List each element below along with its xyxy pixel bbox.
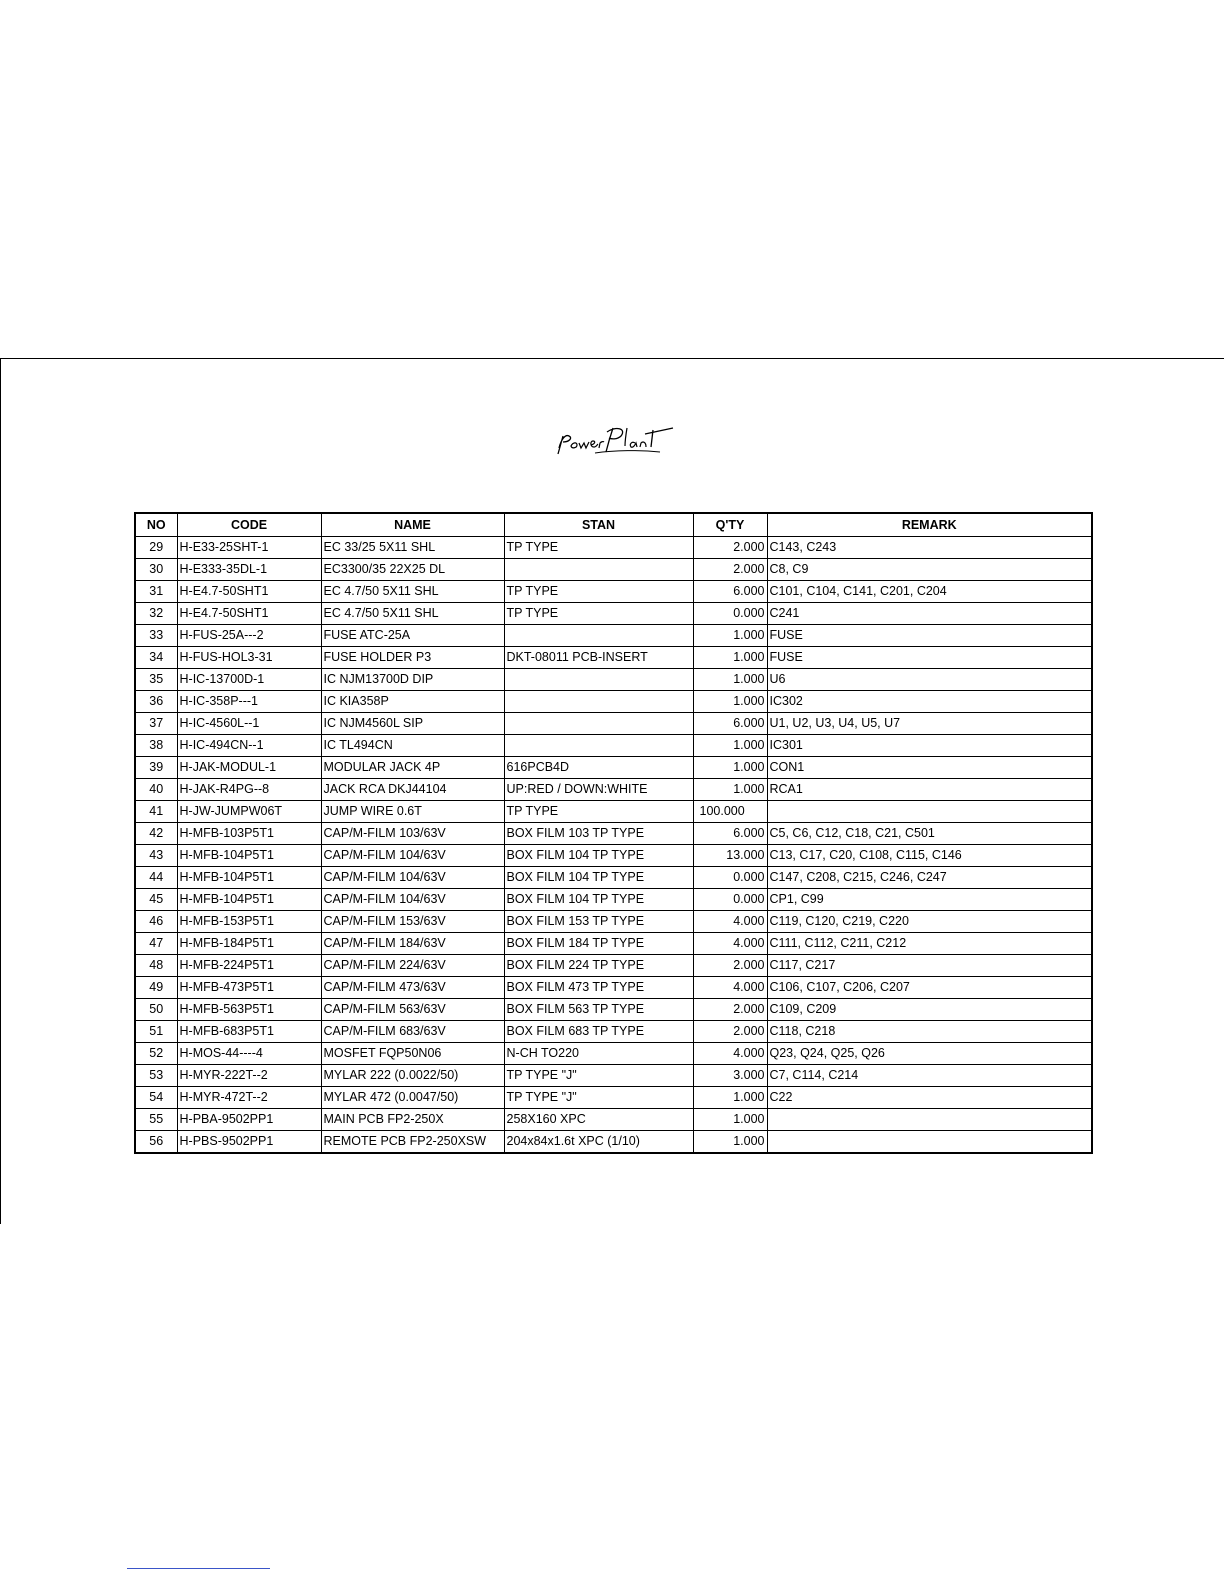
cell-code: H-FUS-HOL3-31 [177, 647, 321, 669]
cell-stan [504, 735, 693, 757]
table-row [135, 845, 1092, 867]
table-row [135, 537, 1092, 559]
cell-code: H-MFB-103P5T1 [177, 823, 321, 845]
table-header-row [135, 513, 1092, 537]
cell-remark [767, 1109, 1092, 1131]
cell-qty: 1.000 [693, 1109, 767, 1131]
cell-qty: 4.000 [693, 933, 767, 955]
cell-stan: BOX FILM 683 TP TYPE [504, 1021, 693, 1043]
cell-code: H-E4.7-50SHT1 [177, 603, 321, 625]
cell-remark: U1, U2, U3, U4, U5, U7 [767, 713, 1092, 735]
cell-name: EC 4.7/50 5X11 SHL [321, 581, 504, 603]
cell-remark: U6 [767, 669, 1092, 691]
cell-remark: IC301 [767, 735, 1092, 757]
cell-stan: TP TYPE [504, 581, 693, 603]
cell-remark: C111, C112, C211, C212 [767, 933, 1092, 955]
cell-qty: 1.000 [693, 1131, 767, 1154]
header-remark: REMARK [767, 513, 1092, 537]
table-row [135, 911, 1092, 933]
cell-qty: 4.000 [693, 911, 767, 933]
cell-code: H-PBA-9502PP1 [177, 1109, 321, 1131]
cell-no: 44 [135, 867, 177, 889]
cell-stan [504, 669, 693, 691]
cell-stan: TP TYPE [504, 801, 693, 823]
cell-qty: 0.000 [693, 867, 767, 889]
cell-code: H-MFB-104P5T1 [177, 867, 321, 889]
bottom-rule [127, 1568, 270, 1569]
cell-no: 40 [135, 779, 177, 801]
cell-code: H-E333-35DL-1 [177, 559, 321, 581]
cell-qty: 0.000 [693, 603, 767, 625]
cell-name: REMOTE PCB FP2-250XSW [321, 1131, 504, 1154]
cell-stan [504, 625, 693, 647]
table-row [135, 999, 1092, 1021]
cell-name: IC KIA358P [321, 691, 504, 713]
cell-code: H-PBS-9502PP1 [177, 1131, 321, 1154]
cell-name: EC 33/25 5X11 SHL [321, 537, 504, 559]
cell-code: H-IC-13700D-1 [177, 669, 321, 691]
cell-stan: TP TYPE "J" [504, 1087, 693, 1109]
cell-remark: Q23, Q24, Q25, Q26 [767, 1043, 1092, 1065]
cell-code: H-MFB-683P5T1 [177, 1021, 321, 1043]
cell-no: 30 [135, 559, 177, 581]
cell-qty: 1.000 [693, 625, 767, 647]
cell-qty: 1.000 [693, 669, 767, 691]
cell-no: 38 [135, 735, 177, 757]
cell-qty: 2.000 [693, 1021, 767, 1043]
cell-qty: 4.000 [693, 977, 767, 999]
cell-remark: C5, C6, C12, C18, C21, C501 [767, 823, 1092, 845]
table-row [135, 603, 1092, 625]
cell-no: 45 [135, 889, 177, 911]
table-row [135, 1131, 1092, 1154]
cell-no: 32 [135, 603, 177, 625]
cell-qty: 1.000 [693, 1087, 767, 1109]
table-row [135, 1065, 1092, 1087]
cell-remark: CON1 [767, 757, 1092, 779]
cell-code: H-IC-494CN--1 [177, 735, 321, 757]
cell-name: MOSFET FQP50N06 [321, 1043, 504, 1065]
cell-name: JUMP WIRE 0.6T [321, 801, 504, 823]
table-row [135, 647, 1092, 669]
cell-name: JACK RCA DKJ44104 [321, 779, 504, 801]
cell-qty: 3.000 [693, 1065, 767, 1087]
cell-name: IC NJM4560L SIP [321, 713, 504, 735]
cell-no: 47 [135, 933, 177, 955]
cell-code: H-FUS-25A---2 [177, 625, 321, 647]
cell-qty: 6.000 [693, 581, 767, 603]
cell-name: MODULAR JACK 4P [321, 757, 504, 779]
cell-qty: 6.000 [693, 823, 767, 845]
cell-name: EC 4.7/50 5X11 SHL [321, 603, 504, 625]
cell-qty: 100.000 [693, 801, 767, 823]
cell-no: 46 [135, 911, 177, 933]
cell-no: 50 [135, 999, 177, 1021]
cell-stan: BOX FILM 104 TP TYPE [504, 867, 693, 889]
table-row [135, 669, 1092, 691]
cell-no: 54 [135, 1087, 177, 1109]
table-row [135, 889, 1092, 911]
cell-stan: 204x84x1.6t XPC (1/10) [504, 1131, 693, 1154]
cell-name: CAP/M-FILM 683/63V [321, 1021, 504, 1043]
cell-no: 34 [135, 647, 177, 669]
cell-no: 55 [135, 1109, 177, 1131]
cell-code: H-MYR-222T--2 [177, 1065, 321, 1087]
cell-qty: 13.000 [693, 845, 767, 867]
cell-name: CAP/M-FILM 103/63V [321, 823, 504, 845]
cell-name: CAP/M-FILM 153/63V [321, 911, 504, 933]
cell-no: 41 [135, 801, 177, 823]
cell-no: 49 [135, 977, 177, 999]
cell-remark: C117, C217 [767, 955, 1092, 977]
cell-stan [504, 691, 693, 713]
table-row [135, 823, 1092, 845]
cell-name: CAP/M-FILM 104/63V [321, 867, 504, 889]
cell-no: 29 [135, 537, 177, 559]
cell-stan: DKT-08011 PCB-INSERT [504, 647, 693, 669]
cell-remark: RCA1 [767, 779, 1092, 801]
cell-stan [504, 559, 693, 581]
table-row [135, 867, 1092, 889]
table-row [135, 1021, 1092, 1043]
cell-stan: BOX FILM 563 TP TYPE [504, 999, 693, 1021]
cell-qty: 2.000 [693, 955, 767, 977]
cell-code: H-MFB-473P5T1 [177, 977, 321, 999]
header-qty: Q'TY [693, 513, 767, 537]
cell-name: CAP/M-FILM 473/63V [321, 977, 504, 999]
cell-remark: C118, C218 [767, 1021, 1092, 1043]
bom-table [134, 512, 1093, 1154]
cell-remark: C119, C120, C219, C220 [767, 911, 1092, 933]
header-code: CODE [177, 513, 321, 537]
cell-code: H-MFB-184P5T1 [177, 933, 321, 955]
cell-qty: 1.000 [693, 735, 767, 757]
powerplant-logo [555, 420, 675, 460]
header-stan: STAN [504, 513, 693, 537]
cell-no: 33 [135, 625, 177, 647]
cell-qty: 4.000 [693, 1043, 767, 1065]
cell-remark: FUSE [767, 625, 1092, 647]
cell-remark: C109, C209 [767, 999, 1092, 1021]
cell-code: H-MFB-104P5T1 [177, 889, 321, 911]
cell-remark: C101, C104, C141, C201, C204 [767, 581, 1092, 603]
cell-qty: 1.000 [693, 779, 767, 801]
cell-name: MYLAR 222 (0.0022/50) [321, 1065, 504, 1087]
cell-remark: FUSE [767, 647, 1092, 669]
table-row [135, 713, 1092, 735]
cell-code: H-JAK-R4PG--8 [177, 779, 321, 801]
cell-name: CAP/M-FILM 224/63V [321, 955, 504, 977]
cell-name: CAP/M-FILM 563/63V [321, 999, 504, 1021]
cell-remark: C8, C9 [767, 559, 1092, 581]
cell-name: CAP/M-FILM 184/63V [321, 933, 504, 955]
cell-qty: 0.000 [693, 889, 767, 911]
cell-no: 37 [135, 713, 177, 735]
cell-name: FUSE ATC-25A [321, 625, 504, 647]
cell-qty: 2.000 [693, 999, 767, 1021]
cell-qty: 1.000 [693, 647, 767, 669]
cell-code: H-MYR-472T--2 [177, 1087, 321, 1109]
cell-no: 35 [135, 669, 177, 691]
cell-name: IC NJM13700D DIP [321, 669, 504, 691]
header-no: NO [135, 513, 177, 537]
cell-no: 53 [135, 1065, 177, 1087]
cell-name: CAP/M-FILM 104/63V [321, 845, 504, 867]
cell-stan: TP TYPE [504, 537, 693, 559]
cell-code: H-MFB-153P5T1 [177, 911, 321, 933]
cell-remark: C241 [767, 603, 1092, 625]
table-row [135, 1109, 1092, 1131]
cell-qty: 2.000 [693, 537, 767, 559]
cell-no: 51 [135, 1021, 177, 1043]
cell-stan: BOX FILM 104 TP TYPE [504, 845, 693, 867]
cell-qty: 1.000 [693, 757, 767, 779]
cell-qty: 6.000 [693, 713, 767, 735]
cell-code: H-MFB-563P5T1 [177, 999, 321, 1021]
cell-stan: BOX FILM 153 TP TYPE [504, 911, 693, 933]
cell-no: 52 [135, 1043, 177, 1065]
cell-qty: 2.000 [693, 559, 767, 581]
cell-stan: BOX FILM 184 TP TYPE [504, 933, 693, 955]
table-row [135, 1043, 1092, 1065]
cell-name: CAP/M-FILM 104/63V [321, 889, 504, 911]
table-row [135, 757, 1092, 779]
cell-name: FUSE HOLDER P3 [321, 647, 504, 669]
cell-remark: C22 [767, 1087, 1092, 1109]
cell-stan: N-CH TO220 [504, 1043, 693, 1065]
cell-qty: 1.000 [693, 691, 767, 713]
table-row [135, 977, 1092, 999]
cell-remark: C13, C17, C20, C108, C115, C146 [767, 845, 1092, 867]
cell-name: IC TL494CN [321, 735, 504, 757]
cell-no: 56 [135, 1131, 177, 1154]
cell-stan: TP TYPE [504, 603, 693, 625]
cell-name: MYLAR 472 (0.0047/50) [321, 1087, 504, 1109]
cell-stan: BOX FILM 473 TP TYPE [504, 977, 693, 999]
table-row [135, 933, 1092, 955]
cell-code: H-IC-4560L--1 [177, 713, 321, 735]
table-body [135, 537, 1092, 1154]
cell-code: H-IC-358P---1 [177, 691, 321, 713]
table-row [135, 559, 1092, 581]
cell-remark: C7, C114, C214 [767, 1065, 1092, 1087]
cell-remark [767, 1131, 1092, 1154]
cell-no: 31 [135, 581, 177, 603]
logo-signature-icon [555, 420, 675, 460]
header-name: NAME [321, 513, 504, 537]
cell-no: 48 [135, 955, 177, 977]
cell-stan: TP TYPE "J" [504, 1065, 693, 1087]
table-row [135, 735, 1092, 757]
cell-code: H-JW-JUMPW06T [177, 801, 321, 823]
cell-code: H-MFB-224P5T1 [177, 955, 321, 977]
table-row [135, 581, 1092, 603]
cell-remark: C106, C107, C206, C207 [767, 977, 1092, 999]
cell-remark: C147, C208, C215, C246, C247 [767, 867, 1092, 889]
table-row [135, 1087, 1092, 1109]
cell-remark: C143, C243 [767, 537, 1092, 559]
table-row [135, 801, 1092, 823]
cell-no: 42 [135, 823, 177, 845]
cell-no: 43 [135, 845, 177, 867]
cell-no: 36 [135, 691, 177, 713]
cell-name: MAIN PCB FP2-250X [321, 1109, 504, 1131]
table-row [135, 625, 1092, 647]
table-row [135, 691, 1092, 713]
cell-stan: UP:RED / DOWN:WHITE [504, 779, 693, 801]
cell-name: EC3300/35 22X25 DL [321, 559, 504, 581]
cell-remark [767, 801, 1092, 823]
cell-code: H-MFB-104P5T1 [177, 845, 321, 867]
cell-remark: IC302 [767, 691, 1092, 713]
cell-remark: CP1, C99 [767, 889, 1092, 911]
cell-code: H-E4.7-50SHT1 [177, 581, 321, 603]
cell-stan: BOX FILM 103 TP TYPE [504, 823, 693, 845]
cell-no: 39 [135, 757, 177, 779]
table-row [135, 779, 1092, 801]
cell-stan [504, 713, 693, 735]
cell-code: H-JAK-MODUL-1 [177, 757, 321, 779]
cell-code: H-MOS-44----4 [177, 1043, 321, 1065]
cell-stan: 616PCB4D [504, 757, 693, 779]
table-row [135, 955, 1092, 977]
cell-stan: BOX FILM 224 TP TYPE [504, 955, 693, 977]
cell-code: H-E33-25SHT-1 [177, 537, 321, 559]
cell-stan: BOX FILM 104 TP TYPE [504, 889, 693, 911]
cell-stan: 258X160 XPC [504, 1109, 693, 1131]
